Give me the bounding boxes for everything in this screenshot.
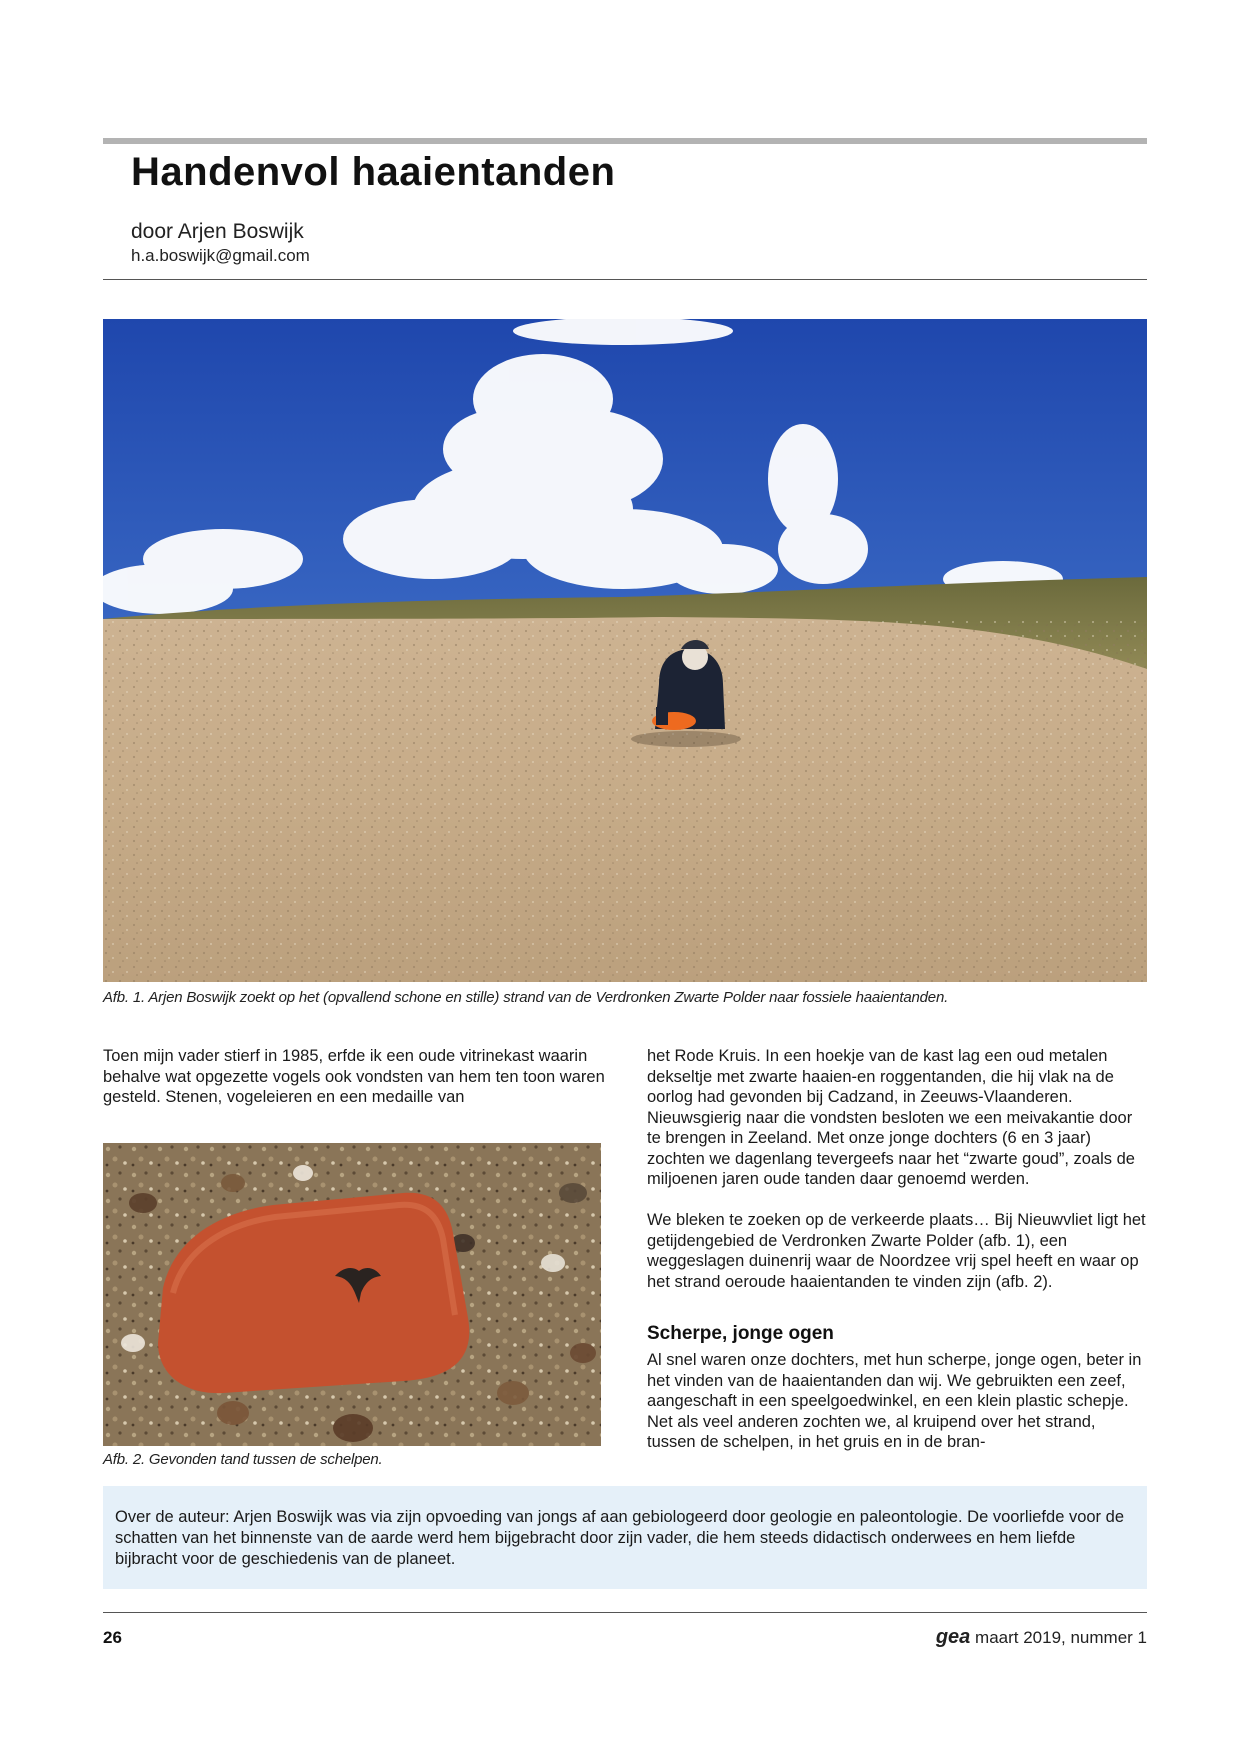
header-rule (103, 279, 1147, 280)
about-author-text: Over de auteur: Arjen Boswijk was via zijn opvoeding van jongs af aan gebiologeerd door geologie en paleontologie. De voorliefde voor de schatten van het binnenste van de aarde werd hem bijgebracht door zijn vader, die hem steeds didactisch onderwees en hem liefde bijbracht voor de geschiedenis van de planeet. (115, 1508, 1124, 1568)
tooth-photo (103, 1143, 601, 1446)
about-author-box (103, 1486, 1147, 1589)
figure-2-caption: Afb. 2. Gevonden tand tussen de schelpen. (103, 1451, 383, 1468)
body-paragraph-2: We bleken te zoeken op de verkeerde plaats… Bij Nieuwvliet ligt het getijdengebied de Verdronken Zwarte Polder (afb. 1), een weggeslagen duinenrij waar de Noordzee vrij spel heeft en waar op het strand oeroude haaientanden te vinden zijn (afb. 2). (647, 1211, 1146, 1291)
page-number: 26 (103, 1628, 122, 1647)
beach-photo (103, 319, 1147, 982)
body-paragraph-1: het Rode Kruis. In een hoekje van de kast lag een oud metalen dekseltje met zwarte haaien-en roggentanden, die hij vlak na de oorlog had gevonden bij Cadzand, in Zeeuws-Vlaanderen. Nieuwsgierig naar die vondsten besloten we een meivakantie door te brengen in Zeeland. Met onze jonge dochters (6 en 3 jaar) zochten we dagenlang tevergeefs naar het “zwarte goud”, zoals de miljoenen jaren oude tanden daar genoemd werden. (647, 1047, 1135, 1188)
section-heading: Scherpe, jonge ogen (647, 1323, 834, 1344)
section-paragraph: Al snel waren onze dochters, met hun scherpe, jonge ogen, beter in het vinden van de haaientanden dan wij. We gebruikten een zeef, aangeschaft in een speelgoedwinkel, en een klein plastic schepje. Net als veel anderen zochten we, al kruipend over het strand, tussen de schelpen, in het gruis en in de bran- (647, 1351, 1142, 1451)
figure-1-caption: Afb. 1. Arjen Boswijk zoekt op het (opvallend schone en stille) strand van de Verdronken Zwarte Polder naar fossiele haaientanden. (103, 989, 949, 1006)
top-rule (103, 138, 1147, 144)
intro-paragraph: Toen mijn vader stierf in 1985, erfde ik een oude vitrinekast waarin behalve wat opgezette vogels ook vondsten van hem ten toon waren gesteld. Stenen, vogeleieren en een medaille van (103, 1047, 605, 1106)
footer-rule (103, 1612, 1147, 1613)
article-title: Handenvol haaientanden (131, 150, 616, 194)
author-byline: door Arjen Boswijk (131, 220, 304, 243)
magazine-logo: gea (935, 1626, 971, 1648)
author-email: h.a.boswijk@gmail.com (131, 246, 310, 265)
issue-date: maart 2019, nummer 1 (975, 1628, 1147, 1647)
issue-info (936, 1626, 1147, 1649)
